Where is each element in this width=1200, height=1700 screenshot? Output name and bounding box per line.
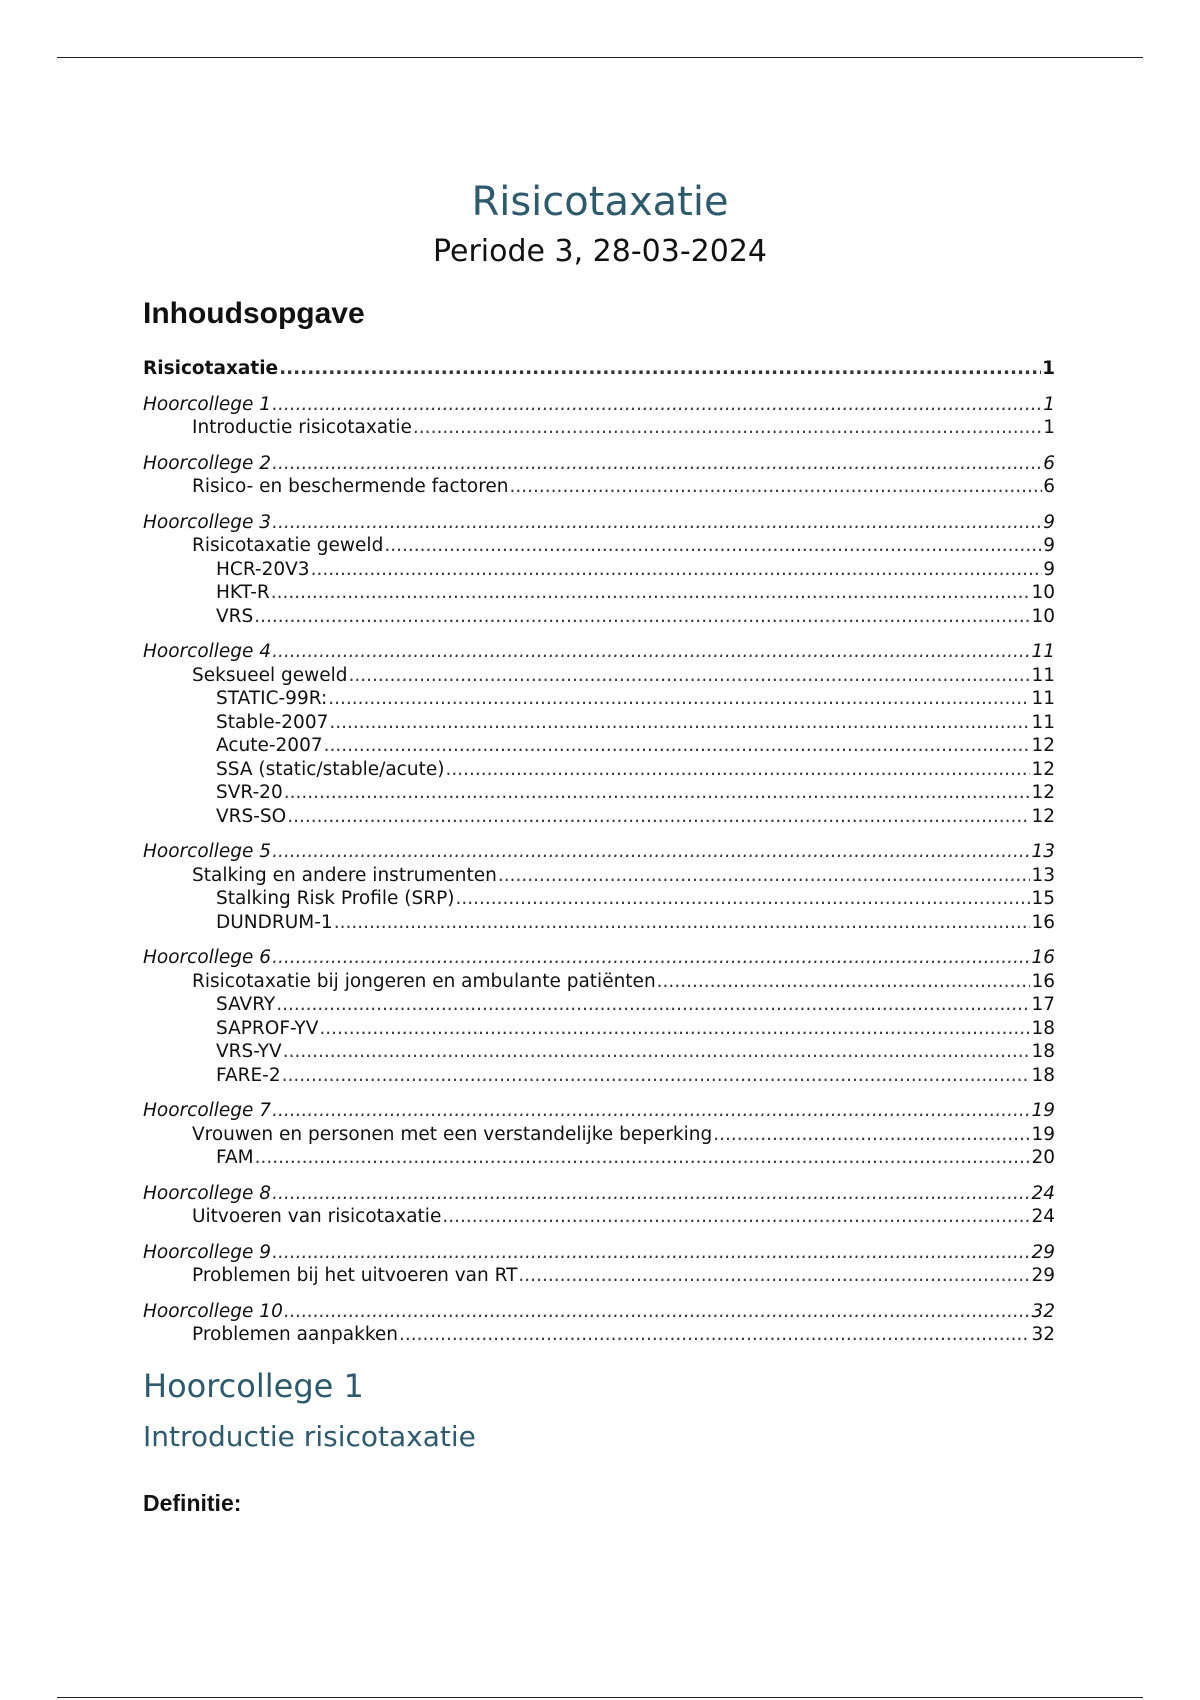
toc-entry[interactable]	[192, 664, 1055, 687]
toc-entry-label: HCR-20V3	[216, 558, 310, 580]
toc-entry-page: 12	[1031, 782, 1055, 803]
toc-dot-leader	[384, 534, 1042, 557]
toc-dot-leader	[442, 1205, 1030, 1228]
toc-entry-page: 32	[1031, 1300, 1055, 1322]
toc-entry[interactable]	[143, 452, 1055, 475]
toc-entry-label: VRS-YV	[216, 1041, 282, 1062]
toc-dot-leader	[456, 887, 1031, 910]
toc-dot-leader	[284, 781, 1031, 804]
bottom-rule	[57, 1697, 1143, 1698]
toc-entry-page: 10	[1031, 582, 1055, 603]
toc-entry-page: 9	[1043, 511, 1055, 533]
toc-dot-leader	[284, 1300, 1031, 1323]
toc-dot-leader	[713, 1123, 1030, 1146]
toc-entry-label: Hoorcollege 6	[143, 947, 272, 968]
toc-entry-page: 29	[1031, 1265, 1055, 1286]
toc-entry-page: 18	[1031, 1064, 1055, 1086]
section-heading-hoorcollege-1: Hoorcollege 1	[143, 1367, 364, 1405]
toc-entry-page: 1	[1042, 358, 1055, 379]
section-subheading-introductie: Introductie risicotaxatie	[143, 1420, 476, 1453]
toc-entry[interactable]	[143, 393, 1055, 416]
toc-entry[interactable]	[216, 711, 1055, 734]
toc-entry-label: Hoorcollege 7	[143, 1100, 272, 1121]
toc-entry-label: Uitvoeren van risicotaxatie	[192, 1206, 442, 1227]
toc-dot-leader	[413, 416, 1042, 439]
toc-entry[interactable]	[143, 511, 1055, 534]
toc-entry-page: 16	[1031, 947, 1055, 968]
toc-entry-page: 24	[1031, 1182, 1055, 1204]
toc-entry-label: SAVRY	[216, 994, 276, 1015]
toc-entry-label: Hoorcollege 8	[143, 1182, 272, 1204]
toc-entry-label: HKT-R	[216, 582, 270, 603]
toc-entry-label: Hoorcollege 9	[143, 1241, 272, 1263]
toc-entry[interactable]	[216, 734, 1055, 757]
toc-entry[interactable]	[216, 758, 1055, 781]
toc-entry[interactable]	[143, 946, 1055, 969]
toc-dot-leader	[271, 581, 1031, 604]
toc-entry[interactable]	[216, 1146, 1055, 1169]
toc-entry-page: 11	[1031, 664, 1055, 686]
toc-entry-label: SVR-20	[216, 782, 283, 803]
toc-entry-label: Risicotaxatie geweld	[192, 535, 384, 556]
definitie-label: Definitie:	[143, 1490, 242, 1516]
toc-dot-leader	[272, 640, 1030, 663]
toc-entry-page: 19	[1031, 1100, 1055, 1121]
toc-entry-label: Stable-2007	[216, 711, 329, 733]
toc-entry-page: 12	[1031, 758, 1055, 780]
toc-entry-page: 1	[1043, 417, 1055, 438]
toc-entry[interactable]	[192, 1323, 1055, 1346]
toc-entry-page: 9	[1043, 535, 1055, 556]
toc-entry[interactable]	[192, 416, 1055, 439]
toc-entry-page: 19	[1031, 1123, 1055, 1145]
toc-entry-label: STATIC-99R:	[216, 688, 328, 709]
toc-entry-label: Hoorcollege 10	[143, 1300, 283, 1322]
toc-entry[interactable]	[143, 640, 1055, 663]
toc-dot-leader	[279, 357, 1041, 380]
toc-entry[interactable]	[216, 887, 1055, 910]
toc-entry-page: 18	[1031, 1017, 1055, 1039]
toc-entry-page: 15	[1031, 888, 1055, 909]
toc-entry-page: 20	[1031, 1147, 1055, 1168]
document-title: Risicotaxatie	[471, 179, 729, 225]
toc-entry-page: 13	[1031, 864, 1055, 886]
top-rule	[57, 57, 1143, 58]
toc-dot-leader	[328, 687, 1030, 710]
toc-entry-page: 13	[1031, 841, 1055, 862]
toc-entry-label: Hoorcollege 3	[143, 511, 272, 533]
toc-entry-label: Risico- en beschermende factoren	[192, 476, 509, 497]
toc-entry[interactable]	[216, 993, 1055, 1016]
toc-dot-leader	[283, 1040, 1031, 1063]
toc-entry-label: FARE-2	[216, 1064, 281, 1086]
toc-dot-leader	[272, 511, 1042, 534]
toc-entry-page: 6	[1043, 476, 1055, 497]
toc-dot-leader	[319, 1017, 1030, 1040]
toc-dot-leader	[287, 805, 1030, 828]
toc-entry[interactable]	[216, 581, 1055, 604]
toc-dot-leader	[272, 946, 1030, 969]
toc-dot-leader	[324, 734, 1031, 757]
toc-entry-label: Seksueel geweld	[192, 664, 348, 686]
toc-entry[interactable]	[216, 687, 1055, 710]
toc-heading: Inhoudsopgave	[143, 297, 365, 330]
toc-dot-leader	[272, 1241, 1030, 1264]
toc-entry-label: Problemen bij het uitvoeren van RT	[192, 1265, 518, 1286]
toc-entry[interactable]	[192, 1123, 1055, 1146]
toc-entry[interactable]	[192, 534, 1055, 557]
toc-dot-leader	[518, 1264, 1030, 1287]
toc-entry-label: Hoorcollege 1	[143, 393, 272, 415]
toc-entry[interactable]	[216, 605, 1055, 628]
toc-entry-label: Risicotaxatie bij jongeren en ambulante patiënten	[192, 970, 656, 992]
toc-entry[interactable]	[216, 1040, 1055, 1063]
toc-dot-leader	[272, 1099, 1030, 1122]
toc-dot-leader	[311, 558, 1043, 581]
toc-entry-label: Stalking Risk Profile (SRP)	[216, 888, 455, 909]
toc-entry-label: Vrouwen en personen met een verstandelijke beperking	[192, 1123, 713, 1145]
toc-entry[interactable]	[192, 970, 1055, 993]
toc-entry-page: 11	[1031, 641, 1055, 662]
toc-dot-leader	[272, 1182, 1030, 1205]
toc-dot-leader	[255, 1146, 1031, 1169]
toc-dot-leader	[282, 1064, 1031, 1087]
toc-entry-label: VRS	[216, 605, 254, 627]
toc-dot-leader	[254, 605, 1030, 628]
toc-entry[interactable]	[143, 357, 1055, 380]
toc-entry-label: Hoorcollege 4	[143, 641, 272, 662]
toc-entry-page: 16	[1031, 911, 1055, 933]
toc-entry-label: Risicotaxatie	[143, 358, 279, 379]
toc-entry-label: SSA (static/stable/acute)	[216, 758, 445, 780]
toc-entry-page: 16	[1031, 970, 1055, 992]
toc-entry-page: 29	[1031, 1241, 1055, 1263]
toc-entry-label: SAPROF-YV	[216, 1017, 319, 1039]
toc-entry[interactable]	[192, 475, 1055, 498]
toc-dot-leader	[399, 1323, 1030, 1346]
toc-entry-label: DUNDRUM-1	[216, 911, 333, 933]
toc-entry-page: 11	[1031, 688, 1055, 709]
toc-entry-page: 6	[1043, 452, 1055, 474]
toc-entry[interactable]	[143, 840, 1055, 863]
toc-entry[interactable]	[192, 864, 1055, 887]
toc-entry[interactable]	[192, 1264, 1055, 1287]
toc-dot-leader	[657, 970, 1031, 993]
toc-entry-label: VRS-SO	[216, 805, 287, 827]
toc-entry-page: 24	[1031, 1206, 1055, 1227]
toc-dot-leader	[510, 475, 1043, 498]
toc-entry[interactable]	[192, 1205, 1055, 1228]
toc-entry-page: 12	[1031, 805, 1055, 827]
toc-entry-page: 10	[1031, 605, 1055, 627]
toc-entry[interactable]	[216, 1017, 1055, 1040]
toc-entry-page: 11	[1031, 711, 1055, 733]
toc-entry-page: 12	[1031, 735, 1055, 756]
toc-dot-leader	[334, 911, 1031, 934]
toc-entry[interactable]	[216, 781, 1055, 804]
toc-entry-label: Hoorcollege 2	[143, 452, 272, 474]
toc-dot-leader	[349, 664, 1031, 687]
toc-dot-leader	[272, 840, 1030, 863]
toc-entry-label: Stalking en andere instrumenten	[192, 864, 497, 886]
toc-entry-label: Introductie risicotaxatie	[192, 417, 412, 438]
toc-entry-label: Hoorcollege 5	[143, 841, 272, 862]
toc-entry-page: 32	[1031, 1324, 1055, 1345]
toc-dot-leader	[498, 864, 1031, 887]
toc-entry[interactable]	[216, 558, 1055, 581]
toc-entry[interactable]	[143, 1182, 1055, 1205]
toc-entry-label: FAM	[216, 1147, 254, 1168]
toc-entry-page: 17	[1031, 994, 1055, 1015]
toc-entry-label: Acute-2007	[216, 735, 323, 756]
toc-dot-leader	[272, 452, 1042, 475]
toc-dot-leader	[272, 393, 1042, 416]
toc-entry[interactable]	[143, 1300, 1055, 1323]
document-subtitle: Periode 3, 28-03-2024	[432, 234, 768, 269]
toc-entry-page: 18	[1031, 1041, 1055, 1062]
toc-entry[interactable]	[143, 1099, 1055, 1122]
toc-entry[interactable]	[143, 1241, 1055, 1264]
toc-entry[interactable]	[216, 805, 1055, 828]
toc-entry-label: Problemen aanpakken	[192, 1324, 398, 1345]
toc-entry[interactable]	[216, 911, 1055, 934]
toc-entry[interactable]	[216, 1064, 1055, 1087]
toc-entry-page: 1	[1043, 393, 1055, 415]
toc-dot-leader	[445, 758, 1030, 781]
toc-dot-leader	[276, 993, 1030, 1016]
toc-entry-page: 9	[1043, 558, 1055, 580]
toc-dot-leader	[329, 711, 1030, 734]
